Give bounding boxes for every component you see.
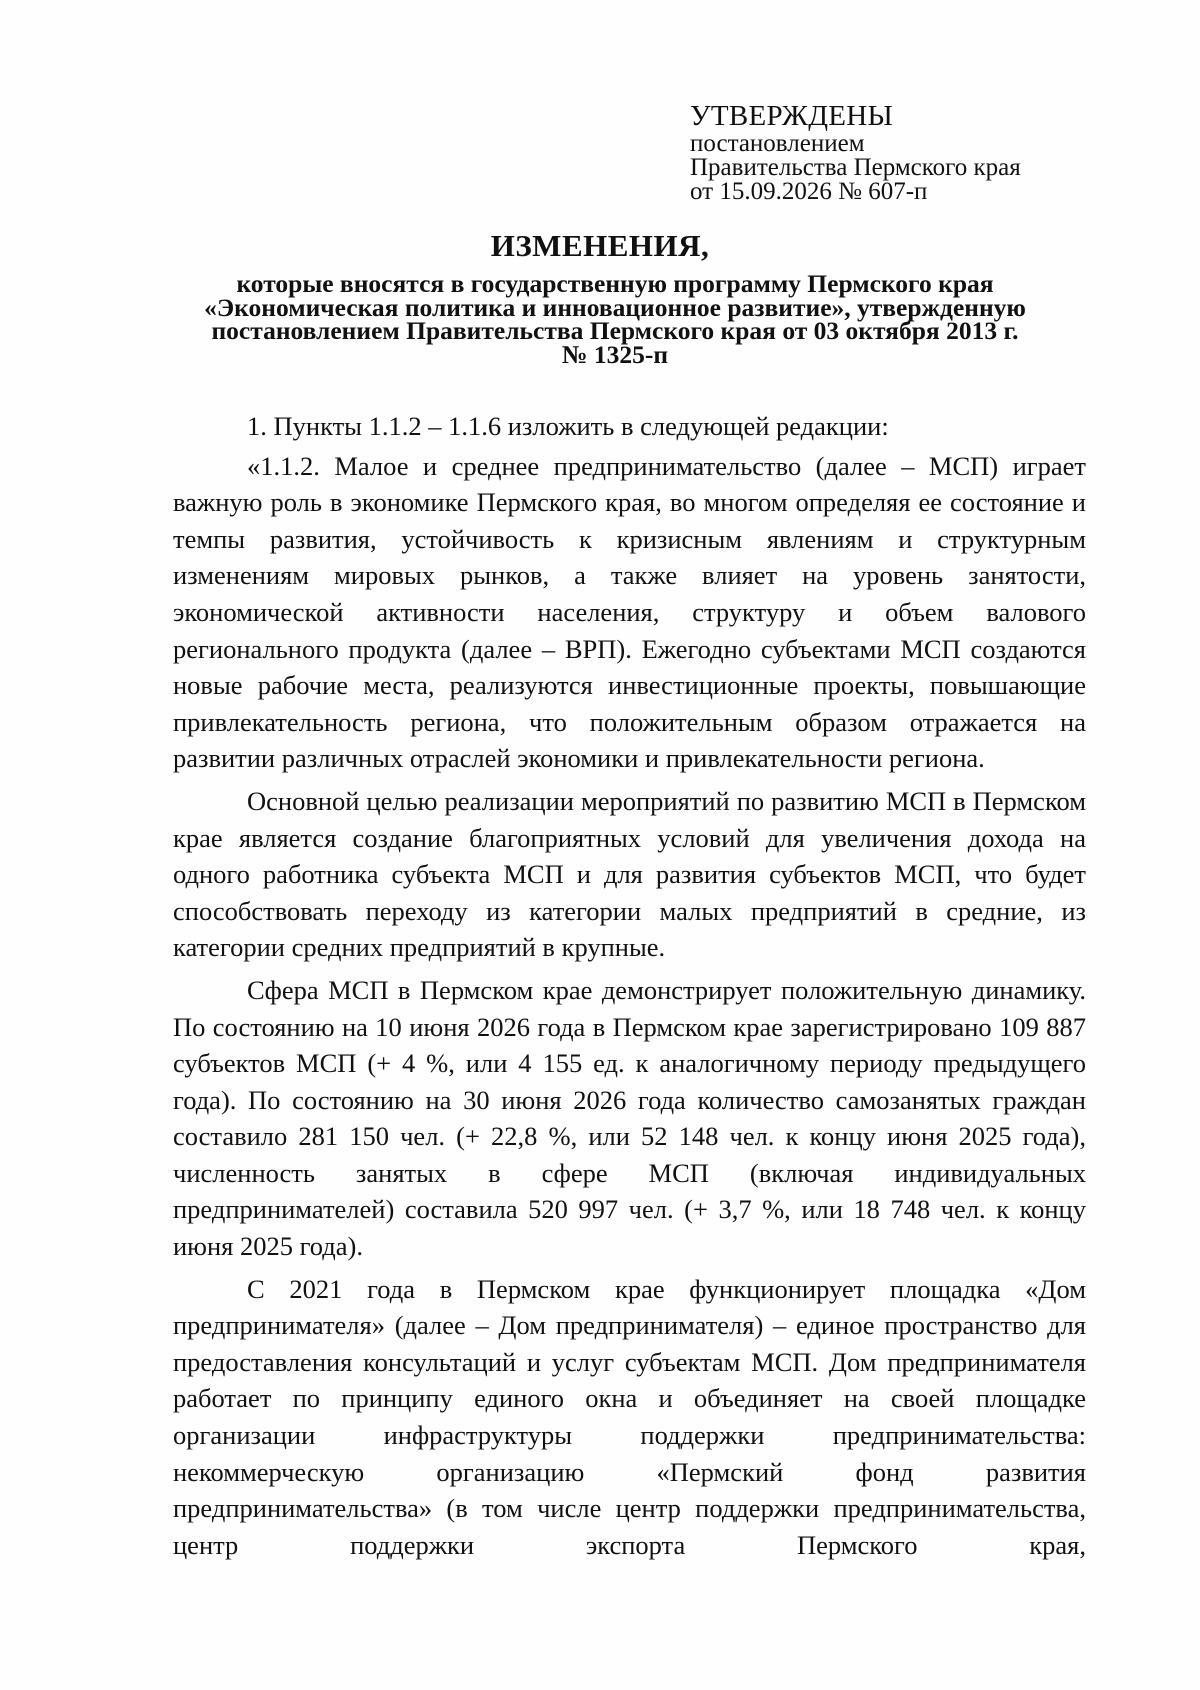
subtitle-line-4: № 1325-п — [561, 339, 669, 369]
subtitle-line-1: которые вносятся в государственную программу Пермского края — [236, 269, 994, 298]
subtitle-line-3: постановлением Правительства Пермского края от 03 октября 2013 г. — [211, 316, 1019, 345]
approval-line-1: постановлением — [690, 130, 865, 157]
approval-stamp — [690, 100, 1110, 204]
approval-line-2: Правительства Пермского края — [690, 154, 1021, 181]
paragraph-3: Основной целью реализации мероприятий по развитию МСП в Пермском крае является создание благоприятных условий для увеличения дохода на одного работника субъекта МСП и для развития субъектов МСП, что будет способствовать переходу из категории малых предприятий в средние, из категории средних предприятий в крупные. — [173, 785, 1086, 963]
approval-line-3: от 15.09.2026 № 607-п — [690, 178, 928, 205]
paragraph-2: «1.1.2. Малое и среднее предпринимательство (далее – МСП) играет важную роль в экономике Пермского края, во многом определяя ее состояние и темпы развития, устойчивость к кризисным явлениям и структурным изменениям мировых рынков, а также влияет на уровень занятости, экономической активности населения, структуру и объем валового регионального продукта (далее – ВРП). Ежегодно субъектами МСП создаются новые рабочие места, реализуются инвестиционные проекты, повышающие привлекательность региона, что положительным образом отражается на развитии различных отраслей экономики и привлекательности региона. — [173, 450, 1086, 774]
document-subtitle — [150, 269, 1080, 369]
paragraph-5: С 2021 года в Пермском крае функционирует площадка «Дом предпринимателя» (далее – Дом предпринимателя) – единое пространство для предоставления консультаций и услуг субъектам МСП. Дом предпринимателя работает по принципу единого окна и объединяет на своей площадке организации инфраструктуры поддержки предпринимательства: некоммерческую организацию «Пермский фонд развития предпринимательства» (в том числе центр поддержки предпринимательства, центр поддержки экспорта Пермского края, — [173, 1273, 1086, 1560]
document-body — [173, 408, 1086, 1563]
paragraph-1: 1. Пункты 1.1.2 – 1.1.6 изложить в следующей редакции: — [247, 411, 889, 441]
subtitle-line-2: «Экономическая политика и инновационное развитие», утвержденную — [204, 292, 1026, 322]
document-title: ИЗМЕНЕНИЯ, — [490, 228, 710, 263]
paragraph-4: Сфера МСП в Пермском крае демонстрирует положительную динамику. По состоянию на 10 июня 2026 года в Пермском крае зарегистрировано 109 887 субъектов МСП (+ 4 %, или 4 155 ед. к аналогичному периоду предыдущего года). По состоянию на 30 июня 2026 года количество самозанятых граждан составило 281 150 чел. (+ 22,8 %, или 52 148 чел. к концу июня 2025 года), численность занятых в сфере МСП (включая индивидуальных предпринимателей) составила 520 997 чел. (+ 3,7 %, или 18 748 чел. к концу июня 2025 года). — [173, 974, 1086, 1262]
approval-heading: УТВЕРЖДЕНЫ — [690, 100, 894, 132]
